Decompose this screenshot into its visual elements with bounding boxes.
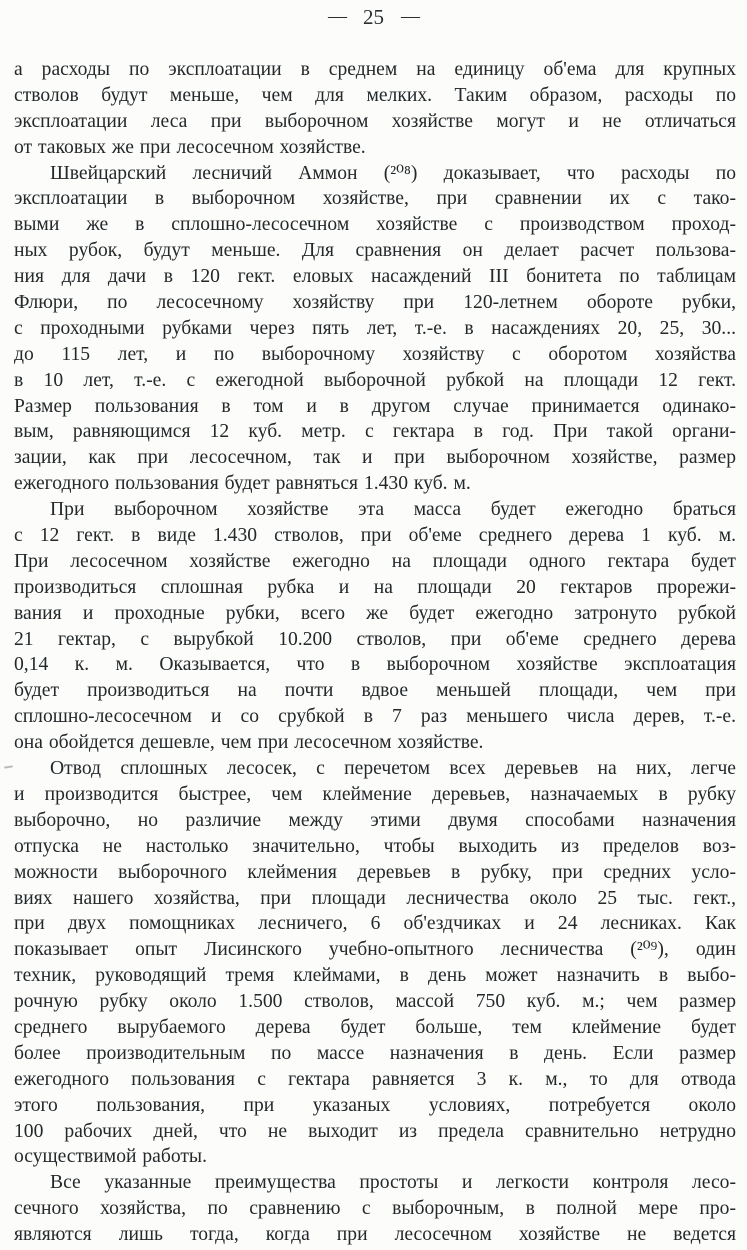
text-line: выборочно, но различие между этими двумя способами назначения [14,809,736,831]
text-line: этого пользования, при указаных условиях, потребуется около [14,1094,736,1116]
margin-pencil-mark [4,765,13,768]
text-line: Отвод сплошных лесосек, с перечетом всех деревьев на них, легче [50,758,736,780]
text-line: техник, руководящий тремя клеймами, в день может назначить в выбо- [14,965,736,987]
text-line: отпуска не настолько значительно, чтобы выходить из пределов воз- [14,835,736,857]
text-line: Флюри, по лесосечному хозяйству при 120-летнем обороте рубки, [14,292,736,314]
text-line: Швейцарский лесничий Аммон (²⁰⁸) доказывает, что расходы по [50,162,736,184]
text-line: рочную рубку около 1.500 стволов, массой 750 куб. м.; чем размер [14,991,736,1013]
text-line: производиться сплошная рубка и на площади 20 гектаров прорежи- [14,576,736,598]
text-line: Все указанные преимущества простоты и легкости контроля лесо- [50,1172,736,1194]
page-number [0,4,747,32]
text-line: сплошно-лесосечном и со срубкой в 7 раз меньшего числа дерев, т.-е. [14,706,736,728]
text-line: сечного хозяйства, по сравнению с выборочным, в полной мере про- [14,1198,736,1220]
text-line: она обойдется дешевле, чем при лесосечном хозяйстве. [14,732,484,754]
text-line: и производится быстрее, чем клеймение деревьев, назначаемых в рубку [14,783,736,805]
text-line: стволов будут меньше, чем для мелких. Таким образом, расходы по [14,84,736,106]
text-line: эксплоатации леса при выборочном хозяйстве могут и не отличаться [14,110,736,132]
text-line: от таковых же при лесосечном хозяйстве. [14,136,366,158]
text-line: эксплоатации в выборочном хозяйстве, при сравнении их с тако- [14,188,736,210]
text-line: можности выборочного клеймения деревьев в рубку, при средних усло- [14,861,736,883]
text-line: вания и проходные рубки, всего же будет ежегодно затронуто рубкой [14,602,736,624]
text-line: будет производиться на почти вдвое меньшей площади, чем при [14,680,736,702]
text-line: вым, равняющимся 12 куб. метр. с гектара в год. При такой органи- [14,421,736,443]
page-number-dash-right: — [401,6,419,27]
text-line: при двух помощниках лесничего, 6 об'ездчиках и 24 лесниках. Как [14,913,736,935]
text-line: в 10 лет, т.-е. с ежегодной выборочной рубкой на площади 12 гект. [14,369,736,391]
text-line: выми же в сплошно-лесосечном хозяйстве с производством проход- [14,214,736,236]
text-line: 0,14 к. м. Оказывается, что в выборочном хозяйстве эксплоатация [14,654,736,676]
text-line: а расходы по эксплоатации в среднем на единицу об'ема для крупных [14,59,736,80]
text-line: с проходными рубками через пять лет, т.-е. в насаждениях 20, 25, 30... [14,317,736,339]
text-line: показывает опыт Лисинского учебно-опытного лесничества (²⁰⁹), один [14,939,736,961]
text-line: зации, как при лесосечном, так и при выборочном хозяйстве, размер [14,447,736,469]
text-line: 21 гектар, с вырубкой 10.200 стволов, при об'еме среднего дерева [14,628,736,650]
text-line: 100 рабочих дней, что не выходит из предела сравнительно нетрудно [14,1120,736,1142]
page-number-dash-left: — [328,6,346,27]
text-line: ных рубок, будут меньше. Для сравнения он делает расчет пользова- [14,240,736,262]
text-line: более производительным по массе назначения в день. Если размер [14,1042,736,1064]
text-line: При лесосечном хозяйстве ежегодно на площади одного гектара будет [14,550,736,572]
page-number-value: 25 [363,5,384,29]
page-text [14,57,736,1248]
text-line: среднего вырубаемого дерева будет больше, тем клеймение будет [14,1016,736,1038]
text-line: до 115 лет, и по выборочному хозяйству с оборотом хозяйства [14,343,736,365]
text-line: виях нашего хозяйства, при площади лесничества около 25 тыс. гект., [14,887,736,909]
text-line: ния для дачи в 120 гект. еловых насаждений III бонитета по таблицам [14,266,736,288]
text-line: с 12 гект. в виде 1.430 стволов, при об'еме среднего дерева 1 куб. м. [14,525,736,547]
text-line: ежегодного пользования будет равняться 1.430 куб. м. [14,473,471,495]
text-line: осуществимой работы. [14,1146,207,1168]
text-line: Размер пользования в том и в другом случае принимается одинако- [14,395,736,417]
text-line: При выборочном хозяйстве эта масса будет ежегодно браться [50,499,736,521]
text-line: ежегодного пользования с гектара равняется 3 к. м., то для отвода [14,1068,736,1090]
text-line: являются лишь тогда, когда при лесосечном хозяйстве не ведется [14,1224,736,1246]
